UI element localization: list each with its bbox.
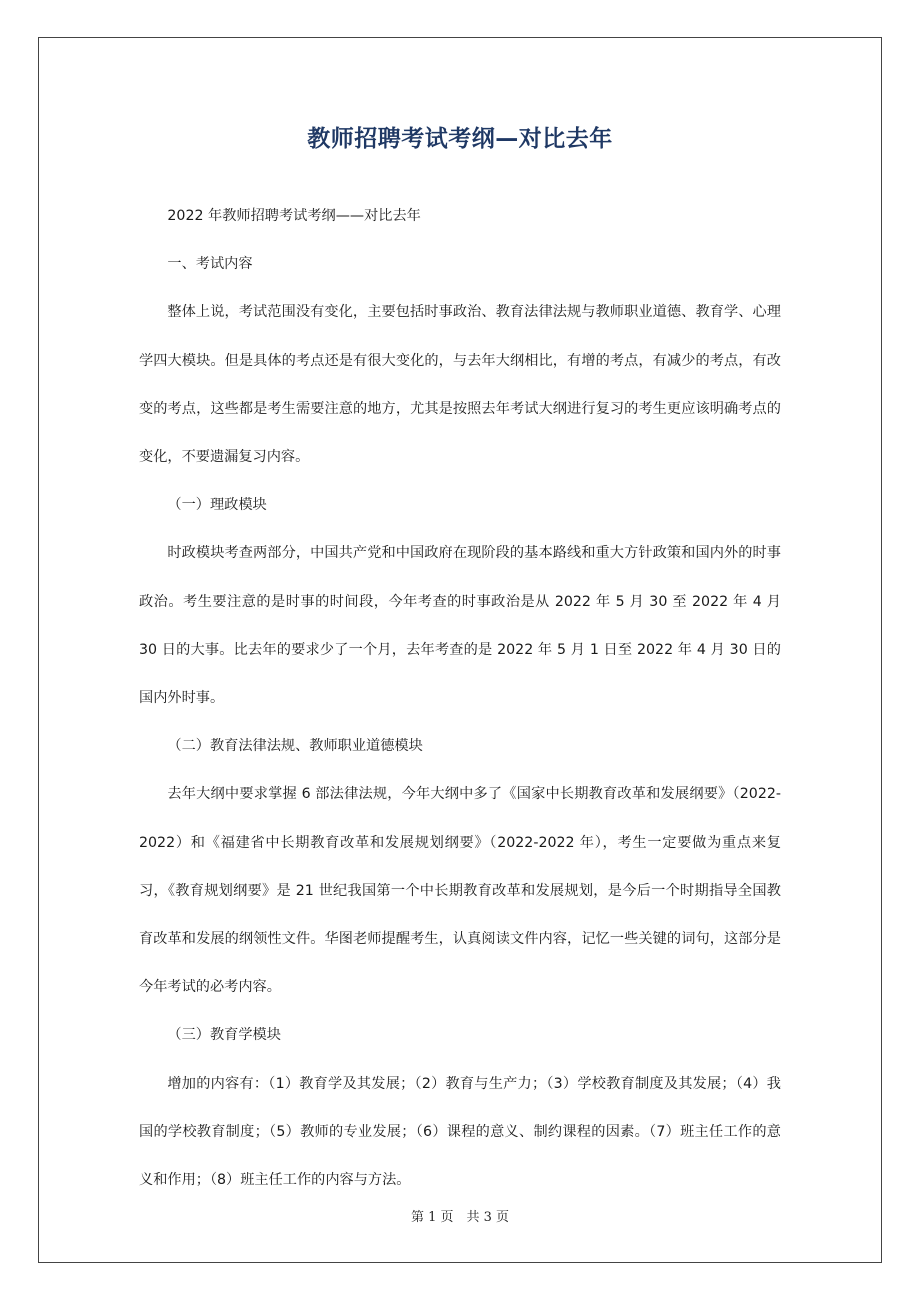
document-title: 教师招聘考试考纲—对比去年 bbox=[307, 126, 613, 152]
paragraph-subtitle: 2022 年教师招聘考试考纲——对比去年 bbox=[167, 208, 421, 224]
paragraph-law-ethics: 去年大纲中要求掌握 6 部法律法规，今年大纲中多了《国家中长期教育改革和发展纲要》（2022-2022）和《福建省中长期教育改革和发展规划纲要》（2022-2022 年），考生一定要做为重点来复习，《教育规划纲要》是 21 世纪我国第一个中长期教育改革和发展规划，是今后一个时期指导全国教育改革和发展的纲领性文件。华图老师提醒考生，认真阅读文件内容，记忆一些关键的词句，这部分是今年考试的必考内容。 bbox=[139, 786, 781, 996]
page-footer: 第 1 页 共 3 页 bbox=[410, 1210, 510, 1225]
heading-pedagogy-module: （三）教育学模块 bbox=[167, 1027, 281, 1044]
paragraph-politics: 时政模块考查两部分，中国共产党和中国政府在现阶段的基本路线和重大方针政策和国内外的时事政治。考生要注意的是时事的时间段，今年考查的时事政治是从 2022 年 5 月 30 至 2022 年 4 月 30 日的大事。比去年的要求少了一个月，去年考查的是 2022 年 5 月 1 日至 2022 年 4 月 30 日的国内外时事。 bbox=[139, 545, 781, 707]
paragraph-pedagogy: 增加的内容有：（1）教育学及其发展；（2）教育与生产力；（3）学校教育制度及其发展；（4）我国的学校教育制度；（5）教师的专业发展；（6）课程的意义、制约课程的因素。（7）班主任工作的意义和作用；（8）班主任工作的内容与方法。 bbox=[139, 1075, 781, 1189]
heading-exam-content: 一、考试内容 bbox=[167, 256, 253, 273]
document-body bbox=[139, 192, 781, 1204]
heading-politics-module: （一）理政模块 bbox=[167, 497, 267, 514]
paragraph-overview: 整体上说，考试范围没有变化，主要包括时事政治、教育法律法规与教师职业道德、教育学、心理学四大模块。但是具体的考点还是有很大变化的，与去年大纲相比，有增的考点，有减少的考点，有改变的考点，这些都是考生需要注意的地方，尤其是按照去年考试大纲进行复习的考生更应该明确考点的变化，不要遗漏复习内容。 bbox=[139, 304, 781, 466]
heading-law-ethics-module: （二）教育法律法规、教师职业道德模块 bbox=[167, 738, 423, 755]
